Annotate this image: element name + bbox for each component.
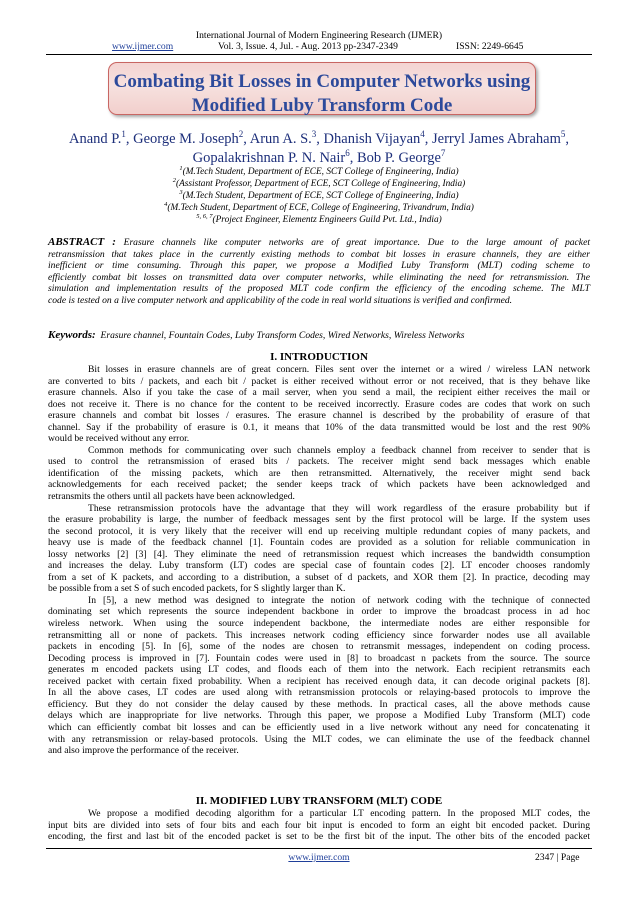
body-line: used to control the retransmission of erased bits / packets. The receiver might send back messages which enable [48, 456, 590, 468]
author-sup: 5 [560, 129, 566, 139]
body-line: from a set of K packets, and according to a distribution, a subset of d packets, and XOR them [2]. In practice, decoding may [48, 571, 590, 583]
body-line: the erasure probability is large, the number of feedback messages sent by the first protocol will be large. If the system uses [48, 514, 590, 526]
author-sup: 1 [121, 129, 126, 139]
body-line: efficiency. But they do not consider the delay caused by these methods. In practical cases, all the above methods cause [48, 698, 590, 710]
affiliation-text: (M.Tech Student, Department of ECE, SCT College of Engineering, India) [182, 167, 459, 178]
body-line: identification of the missing packets, which are then retransmitted. Alternatively, the receiver might send back [48, 467, 590, 479]
abstract-line: retransmission that takes place in the currently existing methods to combat bit losses in erasure channels, they are either [48, 248, 590, 260]
abstract-line [48, 237, 590, 249]
header-rule [46, 54, 592, 55]
body-line: and also improve the performance of the receiver. [48, 745, 239, 757]
body-line: acknowledgements for each received packet; the sender keeps track of which packets have been acknowledged and [48, 479, 590, 491]
abstract [48, 237, 590, 306]
author-sup: 6 [345, 148, 350, 158]
body-line: In all the above cases, LT codes are used along with retransmission protocols or relaying-based protocols to improve the [48, 687, 590, 699]
body-line: heavy use is made of the feedback channel [1]. Fountain codes are provided as a solution for reliable communication in [48, 537, 590, 549]
body-line: erasure channels and combat bit losses / erasures. The erasure channel is described by the probability of erasure of that [48, 410, 590, 422]
abstract-line: efficiently combat bit losses on transmitted data over computer networks, while eliminating the need for retransmission. The [48, 271, 590, 283]
affiliation-text: (Assistant Professor, Department of ECE, SCT College of Engineering, India) [176, 179, 466, 190]
body-line: delays which are inappropriate for live networks. Through this paper, we propose a Modified Luby Transform (MLT) code [48, 710, 590, 722]
body-line: generates m encoded packets using LT codes, and floods each of them into the network. Each recipient retransmits each [48, 664, 590, 676]
affiliation-text: (M.Tech Student, Department of ECE, SCT College of Engineering, India) [182, 191, 459, 202]
author-name: Gopalakrishnan P. N. Nair [192, 149, 346, 166]
page-number: 2347 | Page [535, 852, 580, 863]
introduction-body [48, 364, 590, 757]
body-line: with any retransmission or relay-based protocols. Using the MLT codes, we can eliminate the use of the feedback channel [48, 733, 590, 745]
author-name: , Bob P. George [349, 149, 441, 166]
author-name: , Jerryl James Abraham [424, 130, 561, 147]
affiliation-sup: 2 [172, 177, 176, 184]
affiliation-sup: 1 [179, 165, 183, 172]
body-line: Decoding process is improved in [7]. Fountain codes were used in [8] to broadcast n packets from the source. The source [48, 652, 590, 664]
body-line: Common methods for communicating over such channels employ a feedback channel from receiver to sender that is [88, 444, 590, 456]
volume-info: Vol. 3, Issue. 4, Jul. - Aug. 2013 pp-2347-2349 [218, 41, 398, 52]
footer-rule [46, 848, 592, 849]
body-line: packets in encoding [5]. In [6], some of the nodes are chosen to retransmit messages, independent on coding process. [48, 641, 590, 653]
issn: ISSN: 2249-6645 [456, 41, 524, 52]
body-line: erasure channels. Also if you take the case of a mail server, when you send a mail, the recipient either receives the mail or [48, 387, 590, 399]
keywords-text: Erasure channel, Fountain Codes, Luby Transform Codes, Wired Networks, Wireless Networks [100, 330, 465, 341]
body-line: does not receive it. There is no chance for the content to be received incorrectly. Erasure codes are codes that work on such [48, 398, 590, 410]
mlt-code-body [48, 808, 590, 843]
body-line: Bit losses in erasure channels are of great concern. Files sent over the internet or a wired / wireless LAN network [88, 364, 590, 375]
affiliation-sup: 4 [164, 201, 168, 208]
author-sup: 3 [311, 129, 317, 139]
body-line: dominating set which represents the source independent backbone in order to improve the broadcast process in ad hoc [48, 606, 590, 618]
author-name: , George M. Joseph [125, 130, 239, 147]
abstract-line: inefficient or time consuming. Through this paper, we propose a Modified Luby Transform (MLT) coding scheme to [48, 260, 590, 272]
paper-title-line-2: Modified Luby Transform Code [191, 95, 453, 115]
author-sup: 7 [440, 148, 446, 158]
affiliation-sup: 3 [179, 189, 183, 196]
body-line: We propose a modified decoding algorithm for a particular LT encoding pattern. In the proposed MLT codes, the [88, 808, 590, 819]
author-separator: , [565, 130, 569, 147]
body-line: input bits are divided into sets of four bits and each four bit input is encoded to form an eight bit encoded packet. During [48, 819, 590, 831]
author-sup: 4 [420, 129, 425, 139]
body-line: wireless network. When using the source independent backbone, the intermediate nodes are either responsible for [48, 618, 590, 630]
keywords-label: Keywords: [48, 329, 96, 341]
keywords [48, 329, 465, 341]
section-heading-mlt-code: II. MODIFIED LUBY TRANSFORM (MLT) CODE [195, 795, 443, 807]
body-line: retransmitting all or none of packets. This increases network coding efficiency since forwarder nodes use all available [48, 629, 590, 641]
body-line: would be received without any error. [48, 433, 190, 445]
body-line: These retransmission protocols have the advantage that they will work regardless of the erasure probability but if [88, 502, 590, 514]
affiliation-sup: 5, 6, 7 [196, 213, 213, 220]
paper-title-line-1: Combating Bit Losses in Computer Networks using [113, 71, 531, 92]
body-line: are converted to bits / packets, and each bit / packet is either received without error or not received, that is they behave like [48, 375, 590, 387]
section-heading-introduction: I. INTRODUCTION [270, 351, 368, 363]
body-line: the second protocol, it is very likely that the receiver will end up receiving multiple redundant copies of many packets, and [48, 525, 590, 537]
author-name: Anand P. [69, 130, 122, 147]
body-line: encoding, the first and last bit of the encoded packet is set to be the first bit of the input. The other bits of the encoded packet [48, 831, 590, 843]
abstract-line: simulation and implementation results of the proposed MLT code confirm the efficiency of the encoding scheme. The MLT [48, 283, 590, 295]
body-line: be possible from a set S of such encoded packets, for S slightly larger than K. [48, 583, 346, 595]
title-box [108, 62, 536, 115]
body-line: received packet with certain fixed probability. When a recipient has received enough data, it can decode original packets [8]. [48, 675, 590, 687]
body-line: retransmits the others until all packets have been acknowledged. [48, 491, 295, 503]
journal-url-link[interactable]: www.ijmer.com [112, 41, 174, 52]
affiliation-5 [0, 211, 638, 226]
body-line: lossy networks [2] [3] [4]. They eliminate the need of retransmission request which increases the bandwidth consumption [48, 548, 590, 560]
journal-name: International Journal of Modern Engineering Research (IJMER) [195, 30, 443, 41]
body-line: which can efficiently combat bit losses and can be efficiently used in a live network without any need for concatenating it [48, 721, 590, 733]
author-name: , Dhanish Vijayan [316, 130, 421, 147]
affiliation-text: (M.Tech Student, Department of ECE, College of Engineering, Trivandrum, India) [167, 203, 474, 214]
affiliation-text: (Project Engineer, Elementz Engineers Guild Pvt. Ltd., India) [212, 215, 442, 226]
author-sup: 2 [238, 129, 244, 139]
author-name: , Arun A. S. [243, 130, 312, 147]
body-line: and increases the delay. Luby transform (LT) codes are special case of fountain codes [2]. LT encoder chooses randomly [48, 560, 590, 572]
body-line: In [5], a new method was designed to integrate the notion of network coding with the technique of connected [88, 594, 590, 606]
abstract-line: code is tested on a live computer network and applicability of the code in real world situations is verified and confirmed. [48, 294, 513, 306]
footer-url-link[interactable]: www.ijmer.com [288, 852, 350, 863]
abstract-label: ABSTRACT : [48, 236, 116, 248]
body-line: channel. Say if the probability of erasure is 0.1, it means that 10% of the data transmitted would be lost and the rest 90% [48, 421, 590, 433]
abstract-text: Erasure channels like computer networks are of great importance. Due to the large amount of packet [123, 237, 590, 248]
